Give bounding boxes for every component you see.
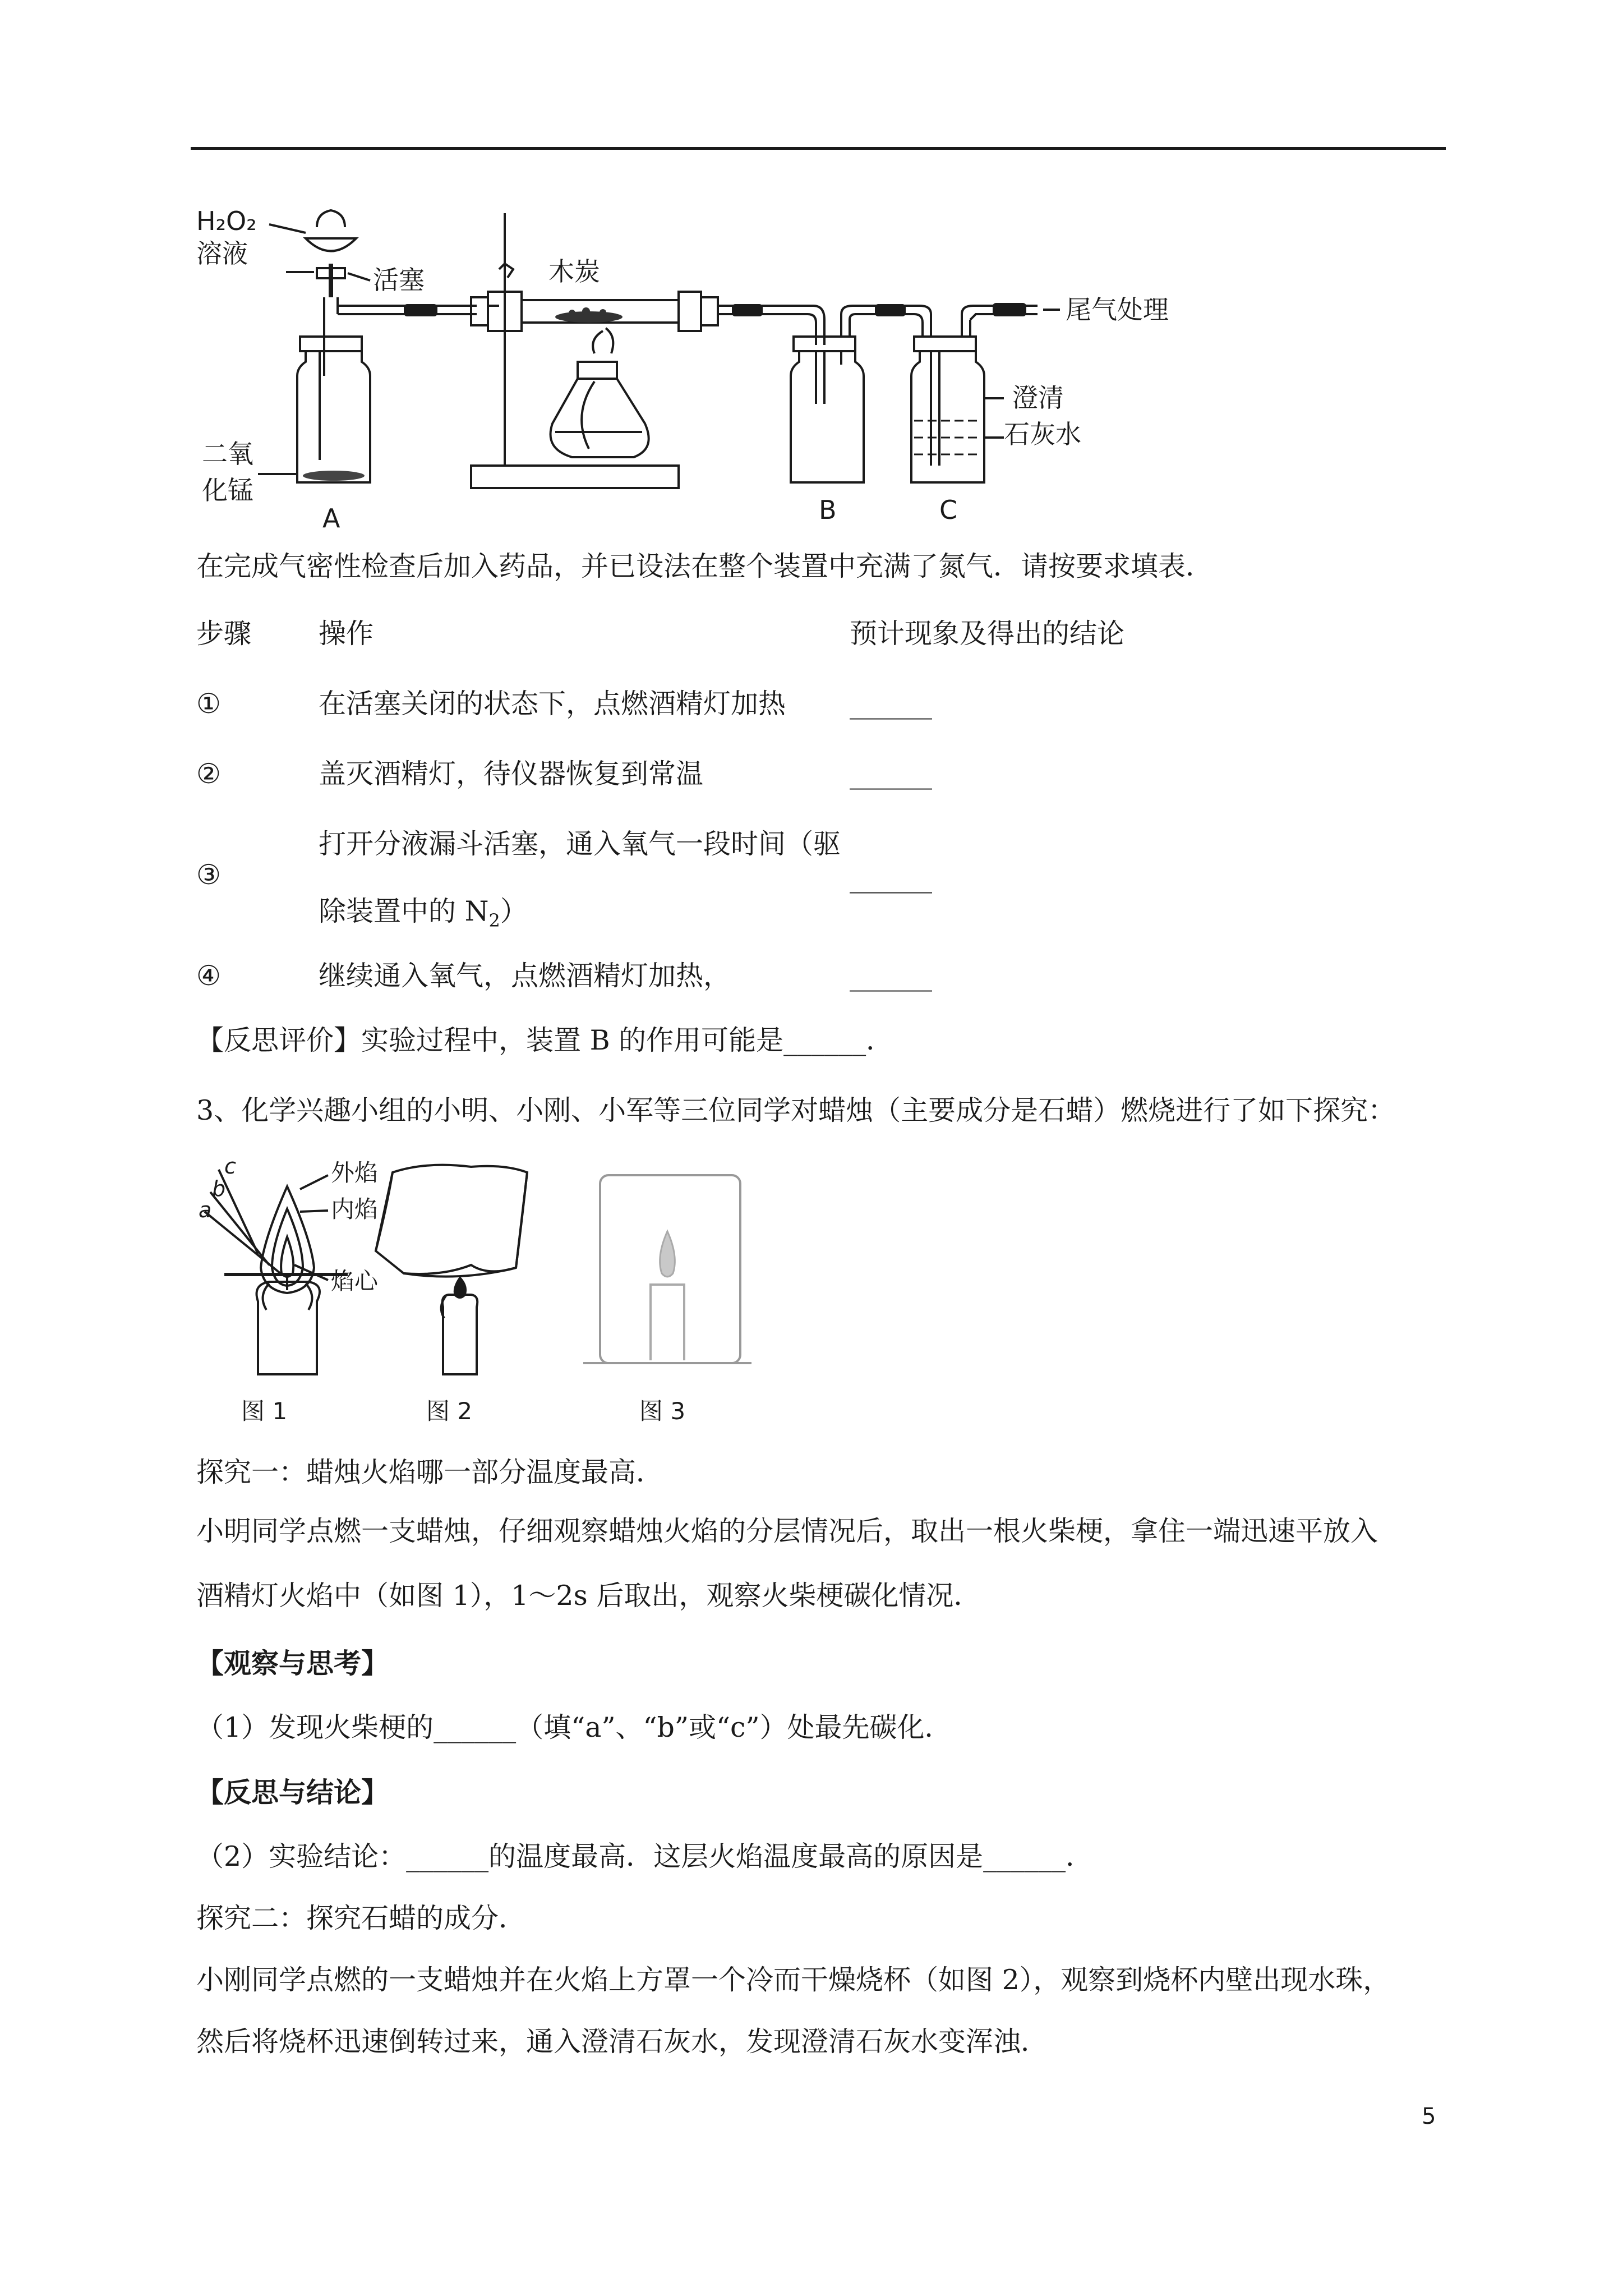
limewater-label-1: 澄清 bbox=[1012, 383, 1064, 413]
step-4: ④ bbox=[196, 960, 221, 992]
h2o2-solution-label: 溶液 bbox=[196, 238, 248, 269]
operation-3-text: 除装置中的 N bbox=[319, 895, 489, 927]
mno2-label-1: 二氧 bbox=[202, 439, 253, 469]
fig2-caption: 图 2 bbox=[426, 1397, 473, 1425]
h2o2-label: H₂O₂ bbox=[196, 206, 257, 236]
page-number: 5 bbox=[1422, 2104, 1436, 2129]
mno2-label-2: 化锰 bbox=[202, 475, 253, 505]
explore2-paragraph-2: 然后将烧杯迅速倒转过来，通入澄清石灰水，发现澄清石灰水变浑浊． bbox=[196, 2026, 1049, 2058]
table-header-step: 步骤 bbox=[196, 618, 252, 650]
result-1: ______ bbox=[850, 688, 932, 720]
explore1-title: 探究一：蜡烛火焰哪一部分温度最高． bbox=[196, 1456, 664, 1488]
explore1-paragraph-2: 酒精灯火焰中（如图 1），1～2s 后取出，观察火柴梗碳化情况． bbox=[196, 1580, 981, 1612]
candle-figures bbox=[191, 1156, 808, 1430]
limewater-label-2: 石灰水 bbox=[1004, 419, 1081, 449]
explore2-paragraph-1: 小刚同学点燃的一支蜡烛并在火焰上方罩一个冷而干燥烧杯（如图 2），观察到烧杯内壁出现水珠， bbox=[196, 1964, 1391, 1996]
charcoal-label: 木炭 bbox=[548, 256, 600, 287]
intro-text: 在完成气密性检查后加入药品，并已设法在整个装置中充满了氮气．请按要求填表． bbox=[196, 550, 1214, 582]
explore2-title: 探究二：探究石蜡的成分． bbox=[196, 1902, 527, 1934]
question-2: （2）实验结论：______的温度最高．这层火焰温度最高的原因是______． bbox=[196, 1841, 1094, 1872]
operation-3-subscript: 2 bbox=[488, 909, 500, 931]
step-1: ① bbox=[196, 688, 221, 720]
operation-3-line1: 打开分液漏斗活塞，通入氧气一段时间（驱 bbox=[319, 828, 841, 860]
bottle-c-label: C bbox=[939, 495, 958, 525]
step-2: ② bbox=[196, 758, 221, 790]
result-3: ______ bbox=[850, 862, 932, 894]
fig3-caption: 图 3 bbox=[639, 1397, 686, 1425]
exhaust-label: 尾气处理 bbox=[1066, 295, 1169, 325]
fig1-caption: 图 1 bbox=[241, 1397, 288, 1425]
table-header-result: 预计现象及得出的结论 bbox=[850, 618, 1125, 650]
operation-2: 盖灭酒精灯，待仪器恢复到常温 bbox=[319, 758, 704, 790]
result-2: ______ bbox=[850, 758, 932, 790]
table-header-operation: 操作 bbox=[319, 618, 374, 650]
step-3: ③ bbox=[196, 859, 221, 891]
bottle-b-label: B bbox=[819, 495, 837, 525]
apparatus-diagram bbox=[185, 202, 1223, 539]
valve-label: 活塞 bbox=[373, 265, 425, 295]
mark-c: c bbox=[224, 1156, 236, 1179]
mark-b: b bbox=[212, 1176, 226, 1201]
question-1: （1）发现火柴梗的______（填“a”、“b”或“c”）处最先碳化． bbox=[196, 1711, 952, 1743]
header-rule bbox=[191, 147, 1446, 150]
reflection-text: 【反思评价】实验过程中，装置 B 的作用可能是______． bbox=[196, 1024, 894, 1056]
outer-flame-label: 外焰 bbox=[331, 1159, 379, 1186]
inner-flame-label: 内焰 bbox=[331, 1195, 379, 1223]
core-flame-label: 焰心 bbox=[331, 1267, 379, 1295]
q3-intro: 3、化学兴趣小组的小明、小刚、小军等三位同学对蜡烛（主要成分是石蜡）燃烧进行了如下探究： bbox=[196, 1094, 1396, 1126]
explore1-paragraph-1: 小明同学点燃一支蜡烛，仔细观察蜡烛火焰的分层情况后，取出一根火柴梗，拿住一端迅速平放入 bbox=[196, 1515, 1378, 1547]
operation-3-line2 bbox=[319, 895, 528, 937]
bottle-a-label: A bbox=[322, 503, 340, 533]
operation-3-close: ） bbox=[500, 895, 528, 927]
observe-title: 【观察与思考】 bbox=[196, 1647, 389, 1680]
operation-1: 在活塞关闭的状态下，点燃酒精灯加热 bbox=[319, 688, 786, 720]
mark-a: a bbox=[199, 1198, 212, 1222]
result-4: ______ bbox=[850, 960, 932, 992]
operation-4: 继续通入氧气，点燃酒精灯加热， bbox=[319, 960, 731, 992]
reflection-title: 【反思与结论】 bbox=[196, 1776, 389, 1809]
